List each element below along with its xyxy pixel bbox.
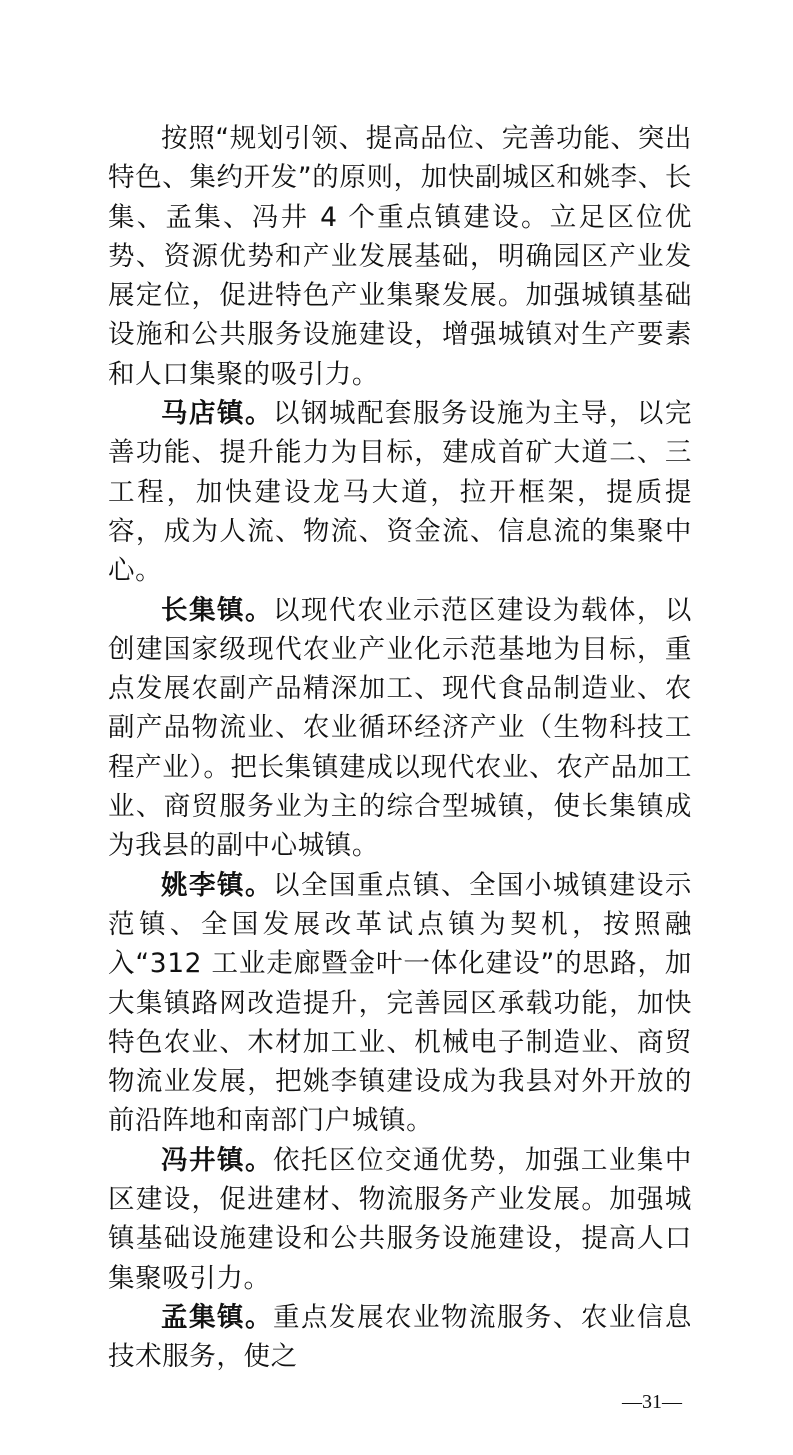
paragraph-lead: 孟集镇。 — [161, 1301, 273, 1333]
paragraph-lead: 马店镇。 — [161, 398, 273, 430]
paragraph-yaoli — [108, 866, 692, 1141]
paragraph-text: 以钢城配套服务设施为主导，以完善功能、提升能力为目标，建成首矿大道二、三工程，加快建设龙马大道，拉开框架，提质提容，成为人流、物流、资金流、信息流的集聚中心。 — [108, 398, 693, 587]
paragraph-madian — [108, 394, 692, 590]
paragraph-text: 依托区位交通优势，加强工业集中区建设，促进建材、物流服务产业发展。加强城镇基础设施建设和公共服务设施建设，提高人口集聚吸引力。 — [108, 1144, 693, 1294]
paragraph-text: 以现代农业示范区建设为载体，以创建国家级现代农业产业化示范基地为目标，重点发展农副产品精深加工、现代食品制造业、农副产品物流业、农业循环经济产业（生物科技工程产业）。把长集镇建成以现代农业、农产品加工业、商贸服务业为主的综合型城镇，使长集镇成为我县的副中心城镇。 — [108, 594, 693, 862]
paragraph-changji — [108, 591, 692, 866]
paragraph-text: 以全国重点镇、全国小城镇建设示范镇、全国发展改革试点镇为契机，按照融入“312 工业走廊暨金叶一体化建设”的思路，加大集镇路网改造提升，完善园区承载功能，加快特色农业、木材加工业、机械电子制造业、商贸物流业发展，把姚李镇建设成为我县对外开放的前沿阵地和南部门户城镇。 — [108, 869, 693, 1137]
paragraph-fengjing — [108, 1141, 692, 1298]
page-number: —31— — [622, 1390, 682, 1413]
paragraph-mengji — [108, 1298, 692, 1377]
paragraph-text: 重点发展农业物流服务、农业信息技术服务，使之 — [108, 1301, 693, 1373]
paragraph-text: 按照“规划引领、提高品位、完善功能、突出特色、集约开发”的原则，加快副城区和姚李、长集、孟集、冯井 4 个重点镇建设。立足区位优势、资源优势和产业发展基础，明确园区产业发展定位，促进特色产业集聚发展。加强城镇基础设施和公共服务设施建设，增强城镇对生产要素和人口集聚的吸引力。 — [108, 123, 692, 390]
paragraph-lead: 长集镇。 — [161, 594, 273, 626]
paragraph-lead: 姚李镇。 — [161, 869, 273, 901]
paragraph-lead: 冯井镇。 — [161, 1144, 273, 1176]
paragraph-intro — [108, 119, 692, 394]
page-footer — [108, 1389, 692, 1415]
document-body — [108, 119, 692, 1377]
